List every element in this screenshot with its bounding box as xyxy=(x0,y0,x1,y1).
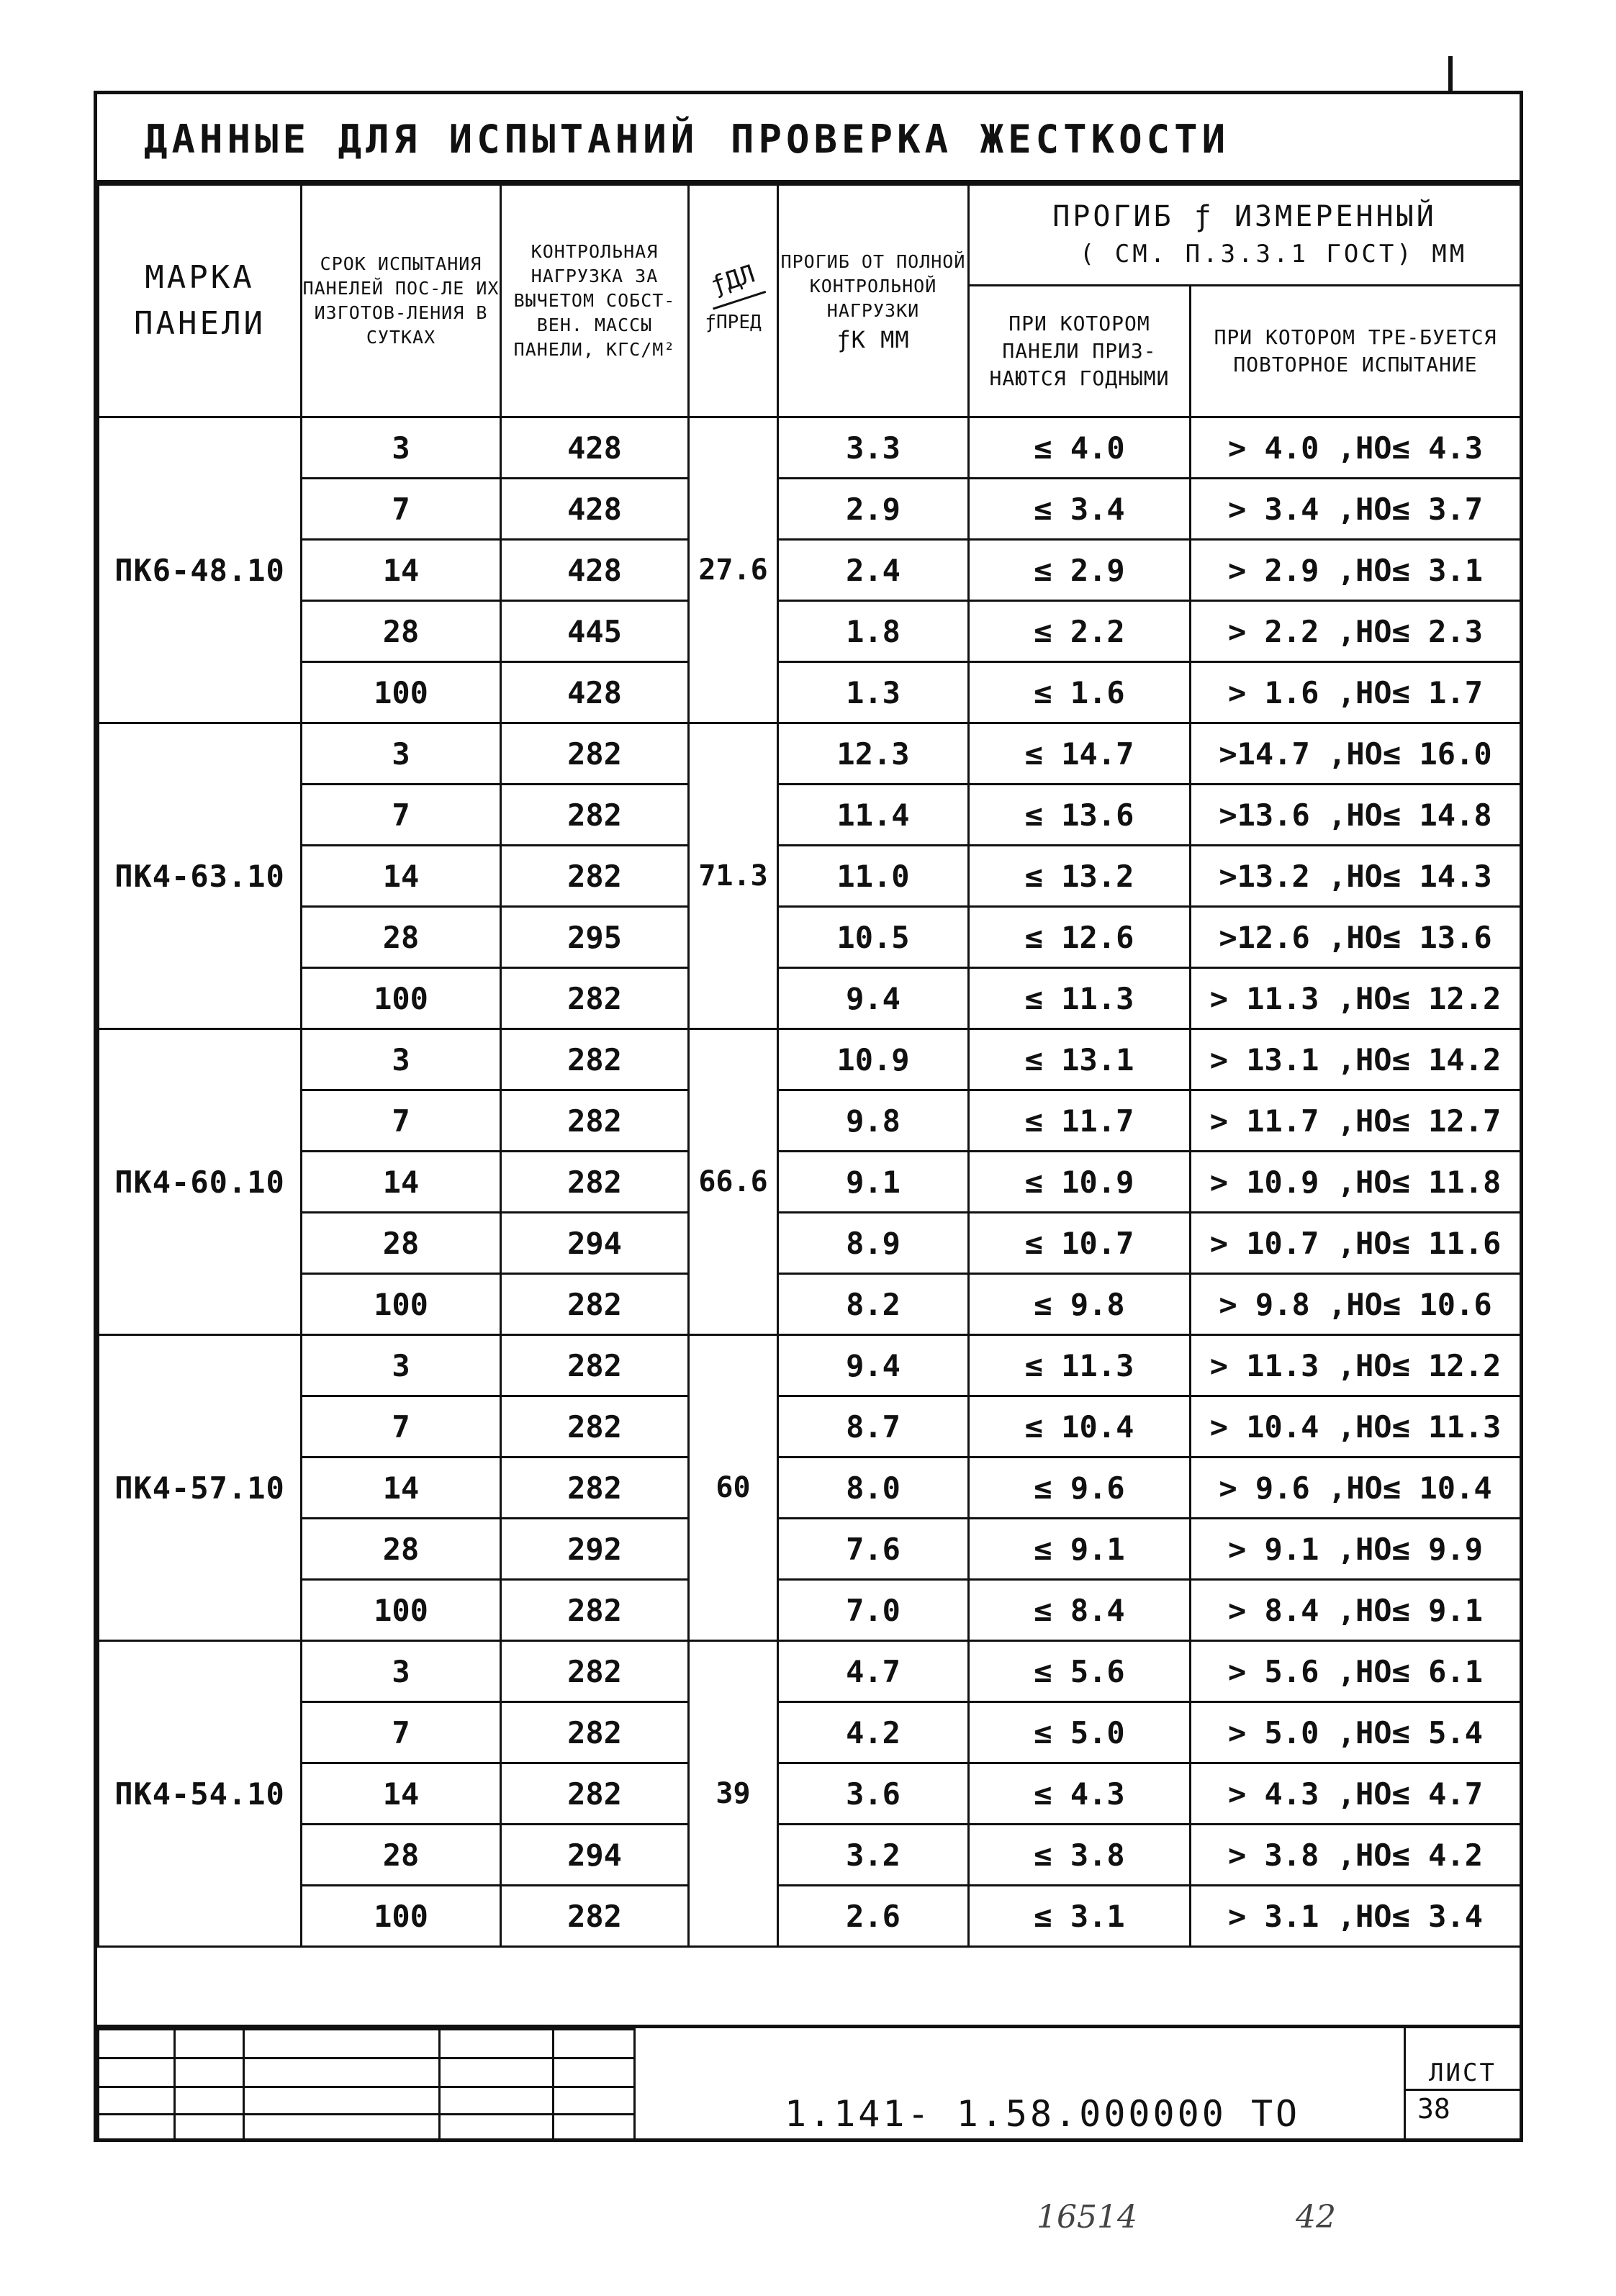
cell-good: ≤ 12.6 xyxy=(969,907,1191,968)
cell-days: 14 xyxy=(302,846,501,907)
handwritten-note: 16514 xyxy=(1037,2199,1137,2236)
col-measured xyxy=(969,185,1521,286)
cell-retest: > 10.9 ,НО≤ 11.8 xyxy=(1191,1152,1521,1213)
stamp-divider xyxy=(633,2028,636,2142)
cell-load: 294 xyxy=(501,1213,689,1274)
cell-fk: 7.6 xyxy=(778,1519,969,1580)
cell-retest: >13.2 ,НО≤ 14.3 xyxy=(1191,846,1521,907)
col-fdl-bottom: ƒПРЕД xyxy=(705,311,762,333)
cell-good: ≤ 3.1 xyxy=(969,1886,1191,1947)
table-row xyxy=(99,601,1521,662)
cell-fk: 3.3 xyxy=(778,417,969,479)
title-left: ДАННЫЕ ДЛЯ ИСПЫТАНИЙ xyxy=(144,117,699,162)
cell-retest: > 11.7 ,НО≤ 12.7 xyxy=(1191,1090,1521,1152)
cell-good: ≤ 2.2 xyxy=(969,601,1191,662)
cell-fk: 11.0 xyxy=(778,846,969,907)
title-right: ПРОВЕРКА ЖЕСТКОСТИ xyxy=(731,117,1230,162)
cell-retest: > 3.4 ,НО≤ 3.7 xyxy=(1191,479,1521,540)
cell-good: ≤ 13.2 xyxy=(969,846,1191,907)
document-number: 1.141- 1.58.000000 ТО xyxy=(785,2093,1301,2135)
cell-days: 100 xyxy=(302,1580,501,1641)
table-row xyxy=(99,1580,1521,1641)
col-load: КОНТРОЛЬНАЯ НАГРУЗКА ЗА ВЫЧЕТОМ СОБСТ-ВЕН. МАССЫ ПАНЕЛИ, КГС/М² xyxy=(501,185,689,417)
cell-days: 28 xyxy=(302,1213,501,1274)
cell-fk: 11.4 xyxy=(778,785,969,846)
cell-fk: 9.4 xyxy=(778,968,969,1029)
cell-good: ≤ 13.1 xyxy=(969,1029,1191,1090)
cell-fk: 4.7 xyxy=(778,1641,969,1702)
cell-retest: > 3.8 ,НО≤ 4.2 xyxy=(1191,1825,1521,1886)
cell-fk: 7.0 xyxy=(778,1580,969,1641)
cell-days: 7 xyxy=(302,1702,501,1763)
table-row xyxy=(99,417,1521,479)
cell-good: ≤ 11.3 xyxy=(969,1335,1191,1396)
table-row xyxy=(99,1702,1521,1763)
stamp-line xyxy=(438,2028,441,2142)
table-row xyxy=(99,1641,1521,1702)
cell-retest: >12.6 ,НО≤ 13.6 xyxy=(1191,907,1521,968)
panel-mark: ПК4-63.10 xyxy=(99,723,302,1029)
cell-good: ≤ 10.4 xyxy=(969,1396,1191,1457)
cell-good: ≤ 14.7 xyxy=(969,723,1191,785)
cell-good: ≤ 11.7 xyxy=(969,1090,1191,1152)
cell-fk: 1.8 xyxy=(778,601,969,662)
table-body xyxy=(99,417,1521,1947)
cell-load: 282 xyxy=(501,1274,689,1335)
cell-days: 14 xyxy=(302,1152,501,1213)
cell-retest: > 13.1 ,НО≤ 14.2 xyxy=(1191,1029,1521,1090)
cell-days: 3 xyxy=(302,1641,501,1702)
cell-days: 28 xyxy=(302,601,501,662)
cell-f-ratio: 27.6 xyxy=(689,417,778,723)
cell-load: 295 xyxy=(501,907,689,968)
cell-retest: > 5.0 ,НО≤ 5.4 xyxy=(1191,1702,1521,1763)
cell-load: 282 xyxy=(501,1090,689,1152)
cell-retest: > 3.1 ,НО≤ 3.4 xyxy=(1191,1886,1521,1947)
cell-good: ≤ 9.8 xyxy=(969,1274,1191,1335)
cell-load: 282 xyxy=(501,846,689,907)
cell-load: 428 xyxy=(501,540,689,601)
cell-good: ≤ 13.6 xyxy=(969,785,1191,846)
cell-good: ≤ 9.6 xyxy=(969,1457,1191,1519)
table-row xyxy=(99,1457,1521,1519)
cell-f-ratio: 66.6 xyxy=(689,1029,778,1335)
cell-retest: > 9.6 ,НО≤ 10.4 xyxy=(1191,1457,1521,1519)
corner-mark xyxy=(1448,56,1453,91)
cell-load: 282 xyxy=(501,968,689,1029)
cell-load: 282 xyxy=(501,1763,689,1825)
table-row xyxy=(99,968,1521,1029)
table-row xyxy=(99,1213,1521,1274)
cell-days: 100 xyxy=(302,968,501,1029)
cell-load: 282 xyxy=(501,723,689,785)
cell-good: ≤ 10.9 xyxy=(969,1152,1191,1213)
cell-fk: 4.2 xyxy=(778,1702,969,1763)
cell-days: 7 xyxy=(302,479,501,540)
cell-load: 282 xyxy=(501,1457,689,1519)
cell-retest: > 8.4 ,НО≤ 9.1 xyxy=(1191,1580,1521,1641)
cell-load: 445 xyxy=(501,601,689,662)
title-row xyxy=(97,94,1520,184)
table-row xyxy=(99,1825,1521,1886)
table-row xyxy=(99,1029,1521,1090)
cell-fk: 8.2 xyxy=(778,1274,969,1335)
table-row xyxy=(99,907,1521,968)
cell-f-ratio: 39 xyxy=(689,1641,778,1947)
cell-load: 282 xyxy=(501,1335,689,1396)
cell-retest: >13.6 ,НО≤ 14.8 xyxy=(1191,785,1521,846)
cell-load: 294 xyxy=(501,1825,689,1886)
panel-mark: ПК4-57.10 xyxy=(99,1335,302,1641)
cell-days: 100 xyxy=(302,1274,501,1335)
col-progib-k-label: ПРОГИБ ОТ ПОЛНОЙ КОНТРОЛЬНОЙ НАГРУЗКИ xyxy=(780,251,966,321)
cell-retest: > 4.0 ,НО≤ 4.3 xyxy=(1191,417,1521,479)
panel-mark: ПК4-54.10 xyxy=(99,1641,302,1947)
cell-fk: 1.3 xyxy=(778,662,969,723)
cell-load: 282 xyxy=(501,785,689,846)
cell-retest: > 4.3 ,НО≤ 4.7 xyxy=(1191,1763,1521,1825)
cell-load: 282 xyxy=(501,1886,689,1947)
cell-days: 28 xyxy=(302,1825,501,1886)
table-row xyxy=(99,662,1521,723)
sheet-box xyxy=(1404,2028,1520,2142)
cell-fk: 9.8 xyxy=(778,1090,969,1152)
stamp-line xyxy=(552,2028,554,2142)
cell-days: 7 xyxy=(302,1396,501,1457)
col-good: ПРИ КОТОРОМ ПАНЕЛИ ПРИЗ-НАЮТСЯ ГОДНЫМИ xyxy=(969,286,1191,417)
cell-days: 3 xyxy=(302,417,501,479)
cell-good: ≤ 1.6 xyxy=(969,662,1191,723)
cell-days: 3 xyxy=(302,1335,501,1396)
cell-load: 282 xyxy=(501,1152,689,1213)
stamp-line xyxy=(243,2028,245,2142)
col-fdl-top: ƒДЛ xyxy=(700,252,767,309)
cell-good: ≤ 4.0 xyxy=(969,417,1191,479)
col-marka: МАРКА ПАНЕЛИ xyxy=(99,185,302,417)
cell-days: 7 xyxy=(302,1090,501,1152)
table-row xyxy=(99,1274,1521,1335)
cell-fk: 10.9 xyxy=(778,1029,969,1090)
cell-fk: 12.3 xyxy=(778,723,969,785)
sheet-label: ЛИСТ xyxy=(1406,2057,1520,2091)
cell-fk: 3.2 xyxy=(778,1825,969,1886)
cell-good: ≤ 3.4 xyxy=(969,479,1191,540)
cell-retest: > 2.9 ,НО≤ 3.1 xyxy=(1191,540,1521,601)
test-data-table xyxy=(97,184,1522,1948)
cell-good: ≤ 9.1 xyxy=(969,1519,1191,1580)
cell-retest: > 11.3 ,НО≤ 12.2 xyxy=(1191,1335,1521,1396)
cell-fk: 8.9 xyxy=(778,1213,969,1274)
col-retest: ПРИ КОТОРОМ ТРЕ-БУЕТСЯ ПОВТОРНОЕ ИСПЫТАНИЕ xyxy=(1191,286,1521,417)
cell-load: 282 xyxy=(501,1396,689,1457)
cell-load: 282 xyxy=(501,1702,689,1763)
cell-retest: > 11.3 ,НО≤ 12.2 xyxy=(1191,968,1521,1029)
cell-days: 14 xyxy=(302,1763,501,1825)
cell-f-ratio: 71.3 xyxy=(689,723,778,1029)
cell-load: 282 xyxy=(501,1029,689,1090)
cell-good: ≤ 11.3 xyxy=(969,968,1191,1029)
cell-good: ≤ 10.7 xyxy=(969,1213,1191,1274)
sheet-number: 38 xyxy=(1417,2093,1450,2125)
stamp-grid xyxy=(97,2028,633,2142)
stamp-line xyxy=(97,2028,99,2142)
table-row xyxy=(99,1519,1521,1580)
table-row xyxy=(99,846,1521,907)
table-row xyxy=(99,1335,1521,1396)
panel-mark: ПК6-48.10 xyxy=(99,417,302,723)
cell-retest: > 10.7 ,НО≤ 11.6 xyxy=(1191,1213,1521,1274)
cell-retest: > 10.4 ,НО≤ 11.3 xyxy=(1191,1396,1521,1457)
cell-retest: > 2.2 ,НО≤ 2.3 xyxy=(1191,601,1521,662)
cell-days: 28 xyxy=(302,907,501,968)
cell-days: 14 xyxy=(302,540,501,601)
cell-load: 428 xyxy=(501,417,689,479)
cell-fk: 10.5 xyxy=(778,907,969,968)
cell-good: ≤ 8.4 xyxy=(969,1580,1191,1641)
table-row xyxy=(99,1396,1521,1457)
stamp-line xyxy=(173,2028,176,2142)
col-fdl xyxy=(689,185,778,417)
col-progib-k-unit: ƒК ММ xyxy=(836,326,910,353)
cell-load: 282 xyxy=(501,1641,689,1702)
cell-fk: 3.6 xyxy=(778,1763,969,1825)
cell-load: 282 xyxy=(501,1580,689,1641)
cell-f-ratio: 60 xyxy=(689,1335,778,1641)
cell-fk: 2.6 xyxy=(778,1886,969,1947)
cell-load: 292 xyxy=(501,1519,689,1580)
cell-days: 7 xyxy=(302,785,501,846)
panel-mark: ПК4-60.10 xyxy=(99,1029,302,1335)
cell-retest: >14.7 ,НО≤ 16.0 xyxy=(1191,723,1521,785)
cell-days: 100 xyxy=(302,662,501,723)
empty-row xyxy=(97,1936,1520,2028)
cell-retest: > 9.1 ,НО≤ 9.9 xyxy=(1191,1519,1521,1580)
cell-days: 3 xyxy=(302,1029,501,1090)
table-row xyxy=(99,785,1521,846)
table-row xyxy=(99,1763,1521,1825)
cell-days: 14 xyxy=(302,1457,501,1519)
cell-load: 428 xyxy=(501,662,689,723)
cell-good: ≤ 5.0 xyxy=(969,1702,1191,1763)
cell-fk: 8.7 xyxy=(778,1396,969,1457)
cell-load: 428 xyxy=(501,479,689,540)
cell-fk: 9.4 xyxy=(778,1335,969,1396)
cell-days: 100 xyxy=(302,1886,501,1947)
cell-days: 3 xyxy=(302,723,501,785)
table-row xyxy=(99,479,1521,540)
cell-retest: > 5.6 ,НО≤ 6.1 xyxy=(1191,1641,1521,1702)
cell-retest: > 1.6 ,НО≤ 1.7 xyxy=(1191,662,1521,723)
col-measured-ref: ( СМ. П.3.3.1 ГОСТ) ММ xyxy=(1079,239,1468,268)
table-row xyxy=(99,1090,1521,1152)
cell-good: ≤ 2.9 xyxy=(969,540,1191,601)
handwritten-note-2: 42 xyxy=(1296,2199,1336,2236)
cell-retest: > 9.8 ,НО≤ 10.6 xyxy=(1191,1274,1521,1335)
table-row xyxy=(99,540,1521,601)
table-row xyxy=(99,723,1521,785)
cell-fk: 9.1 xyxy=(778,1152,969,1213)
cell-days: 28 xyxy=(302,1519,501,1580)
cell-good: ≤ 5.6 xyxy=(969,1641,1191,1702)
table-row xyxy=(99,1152,1521,1213)
cell-fk: 2.4 xyxy=(778,540,969,601)
cell-good: ≤ 3.8 xyxy=(969,1825,1191,1886)
col-srok: СРОК ИСПЫТАНИЯ ПАНЕЛЕЙ ПОС-ЛЕ ИХ ИЗГОТОВ-ЛЕНИЯ В СУТКАХ xyxy=(302,185,501,417)
col-measured-label: ПРОГИБ ƒ ИЗМЕРЕННЫЙ xyxy=(1052,199,1437,233)
cell-fk: 2.9 xyxy=(778,479,969,540)
col-progib-k xyxy=(778,185,969,417)
cell-fk: 8.0 xyxy=(778,1457,969,1519)
cell-good: ≤ 4.3 xyxy=(969,1763,1191,1825)
